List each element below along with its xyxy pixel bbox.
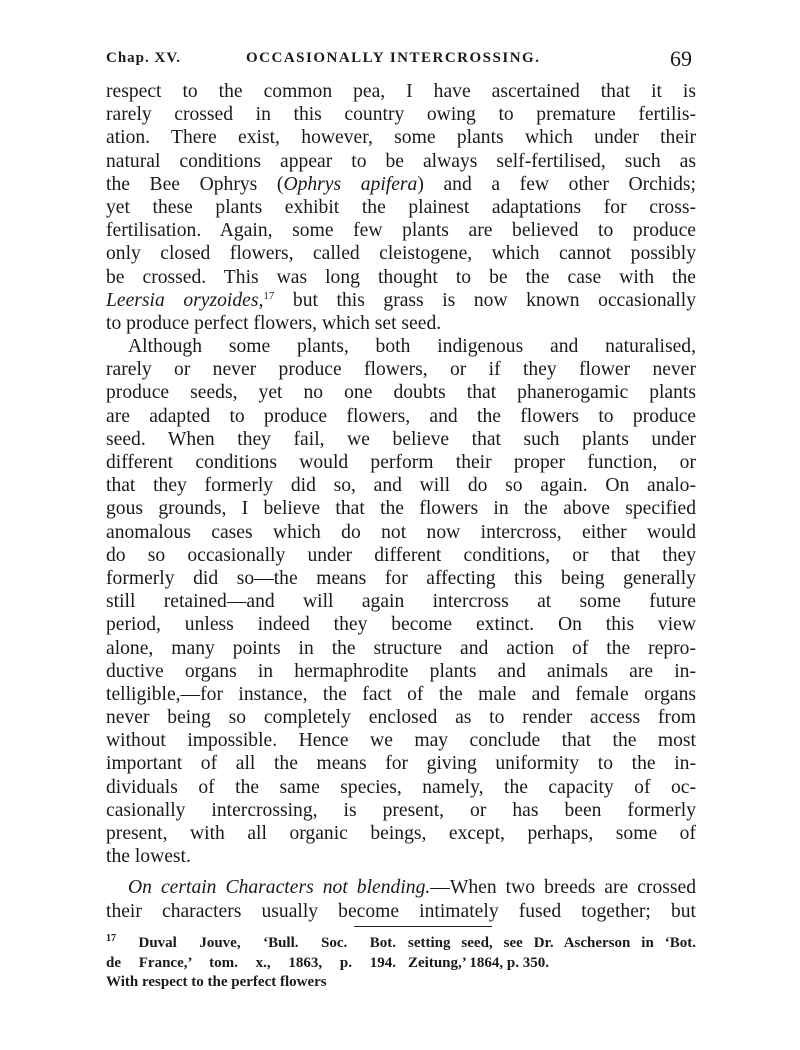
text-line: only closed flowers, called cleistogene, which cannot possibly: [106, 243, 696, 265]
text-line: seed. When they fail, we believe that such plants under: [106, 428, 696, 450]
text-line: [106, 173, 696, 196]
footnote-column-left: [106, 934, 396, 993]
text-line: [106, 289, 696, 312]
text-line: dividuals of the same species, namely, the capacity of oc-: [106, 776, 696, 798]
text-line: that they formerly did so, and will do so again. On analo-: [106, 475, 696, 497]
page-number: 69: [670, 46, 692, 71]
text-line: yet these plants exhibit the plainest adaptations for cross-: [106, 196, 696, 218]
section-heading-italic: On certain Characters not blending.: [128, 877, 431, 899]
text-line: without impossible. Hence we may conclude that the most: [106, 730, 696, 752]
text-line: their characters usually become intimately fused together; but: [106, 900, 696, 922]
footnote-marker: 17: [106, 933, 116, 944]
species-name-italic: Leersia oryzoides,: [106, 289, 264, 311]
footnote-line: With respect to the perfect flowers: [106, 974, 327, 990]
text-line: [106, 876, 696, 899]
text-line: natural conditions appear to be always self-fertilised, such as: [106, 150, 696, 172]
text-line: different conditions would perform their proper function, or: [106, 452, 696, 473]
text-line: rarely or never produce flowers, or if they flower never: [106, 359, 696, 381]
text-line: period, unless indeed they become extinct. On this view: [106, 614, 696, 636]
footnote-line: [106, 934, 396, 954]
footnote-line: setting seed, see Dr. Ascherson in ‘Bot.: [408, 935, 696, 951]
running-title: OCCASIONALLY INTERCROSSING.: [246, 50, 541, 66]
footnote-line: de France,’ tom. x., 1863, p. 194.: [106, 954, 396, 971]
text-line: ductive organs in hermaphrodite plants and animals are in-: [106, 660, 696, 682]
text-line: are adapted to produce flowers, and the flowers to produce: [106, 405, 696, 427]
chapter-label: Chap. XV.: [106, 50, 181, 66]
paragraph-1: [106, 80, 696, 335]
text-line: never being so completely enclosed as to render access from: [106, 707, 696, 729]
body-text: [106, 80, 696, 923]
text-line: respect to the common pea, I have ascertained that it is: [106, 81, 696, 102]
text-line: produce seeds, yet no one doubts that phanerogamic plants: [106, 382, 696, 404]
text-line: present, with all organic beings, except, perhaps, some of: [106, 823, 696, 844]
paragraph-3: [106, 876, 696, 922]
text-line: to produce perfect flowers, which set seed.: [106, 312, 442, 334]
species-name-italic: Ophrys apifera: [283, 173, 418, 195]
text-line: alone, many points in the structure and action of the repro-: [106, 637, 696, 659]
running-header: [106, 46, 692, 76]
text-run: ) and a few other Orchids;: [417, 173, 696, 195]
text-run: the Bee Ophrys (: [106, 173, 284, 195]
footnote-reference[interactable]: 17: [263, 289, 275, 302]
text-line: rarely crossed in this country owing to premature fertilis-: [106, 104, 696, 126]
text-line: ation. There exist, however, some plants which under their: [106, 127, 696, 149]
text-run: Duval Jouve, ‘Bull. Soc. Bot.: [116, 935, 396, 951]
footnote-divider: [354, 926, 492, 927]
text-line: important of all the means for giving uniformity to the in-: [106, 753, 696, 775]
text-line: be crossed. This was long thought to be the case with the: [106, 266, 696, 288]
text-line: the lowest.: [106, 846, 191, 868]
text-run: but this grass is now known occasionally: [274, 289, 696, 311]
text-line: fertilisation. Again, some few plants are believed to produce: [106, 220, 696, 242]
text-line: do so occasionally under different conditions, or that they: [106, 544, 696, 566]
text-line: anomalous cases which do not now intercross, either would: [106, 521, 696, 543]
text-line: still retained—and will again intercross at some future: [106, 591, 696, 613]
footnote-line: Zeitung,’ 1864, p. 350.: [408, 954, 549, 971]
footnote-column-right: [408, 934, 696, 973]
text-line: telligible,—for instance, the fact of the male and female organs: [106, 683, 696, 705]
text-line: casionally intercrossing, is present, or has been formerly: [106, 799, 696, 821]
text-line: formerly did so—the means for affecting this being generally: [106, 567, 696, 589]
text-line: gous grounds, I believe that the flowers in the above specified: [106, 498, 696, 520]
text-run: —When two breeds are crossed: [430, 877, 696, 899]
text-line: Although some plants, both indigenous and naturalised,: [128, 336, 696, 358]
paragraph-2: [106, 335, 696, 868]
